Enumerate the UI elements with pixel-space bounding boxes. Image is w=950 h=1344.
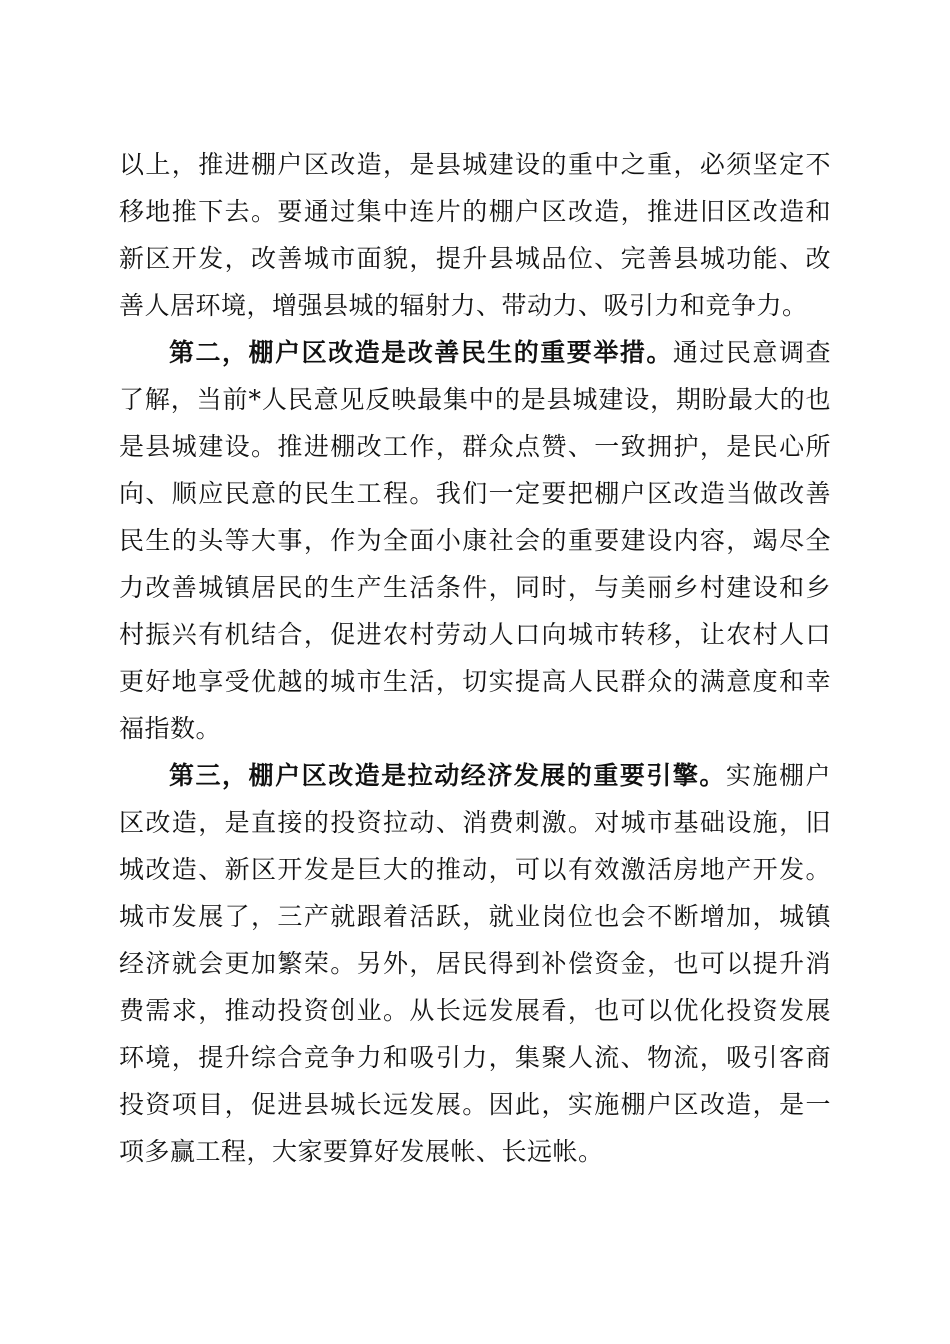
- paragraph-2-text: 通过民意调查了解，当前*人民意见反映最集中的是县城建设，期盼最大的也是县城建设。推进棚改工作，群众点赞、一致拥护，是民心所向、顺应民意的民生工程。我们一定要把棚户区改造当做改善民生的头等大事，作为全面小康社会的重要建设内容，竭尽全力改善城镇居民的生产生活条件，同时，与美丽乡村建设和乡村振兴有机结合，促进农村劳动人口向城市转移，让农村人口更好地享受优越的城市生活，切实提高人民群众的满意度和幸福指数。: [119, 338, 831, 743]
- paragraph-3: [119, 752, 831, 1175]
- paragraph-2: [119, 329, 831, 752]
- paragraph-2-lead: 第二，棚户区改造是改善民生的重要举措。: [169, 338, 673, 367]
- paragraph-1: [119, 141, 831, 329]
- paragraph-3-text: 实施棚户区改造，是直接的投资拉动、消费刺激。对城市基础设施，旧城改造、新区开发是巨大的推动，可以有效激活房地产开发。城市发展了，三产就跟着活跃，就业岗位也会不断增加，城镇经济就会更加繁荣。另外，居民得到补偿资金，也可以提升消费需求，推动投资创业。从长远发展看，也可以优化投资发展环境，提升综合竞争力和吸引力，集聚人流、物流，吸引客商投资项目，促进县城长远发展。因此，实施棚户区改造，是一项多赢工程，大家要算好发展帐、长远帐。: [119, 761, 831, 1166]
- paragraph-1-text: 以上，推进棚户区改造，是县城建设的重中之重，必须坚定不移地推下去。要通过集中连片的棚户区改造，推进旧区改造和新区开发，改善城市面貌，提升县城品位、完善县城功能、改善人居环境，增强县城的辐射力、带动力、吸引力和竞争力。: [119, 150, 831, 320]
- paragraph-3-lead: 第三，棚户区改造是拉动经济发展的重要引擎。: [169, 761, 726, 790]
- document-body: [119, 141, 831, 1175]
